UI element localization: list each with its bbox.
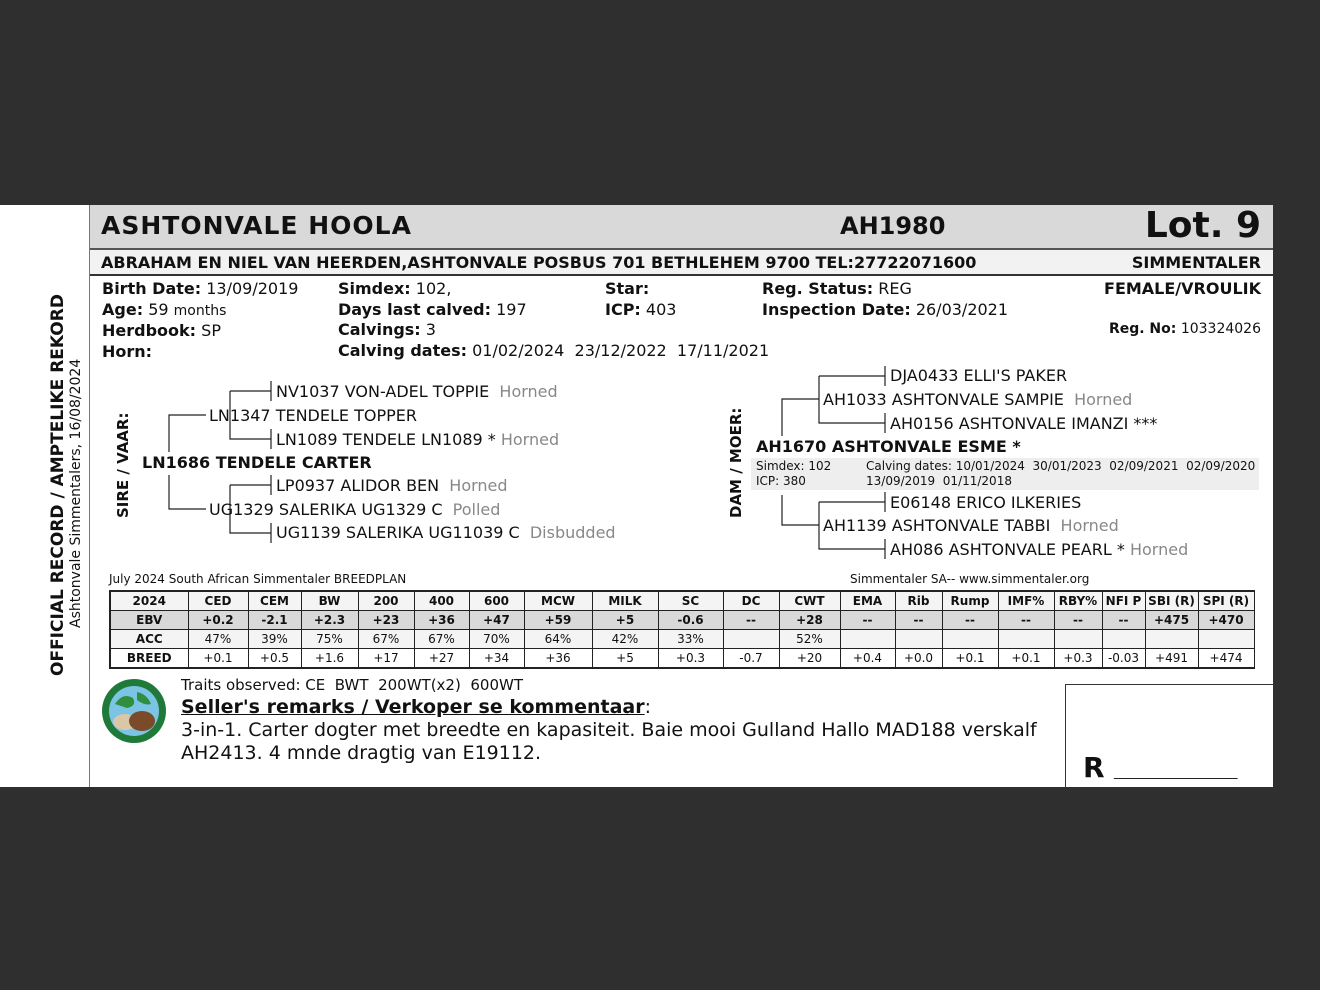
ebv-cell <box>1198 630 1254 649</box>
dam-sire-dam[interactable]: AH0156 ASHTONVALE IMANZI *** <box>890 414 1158 433</box>
ebv-cell <box>998 630 1054 649</box>
ebv-cell: +34 <box>469 649 524 669</box>
ebv-cell: CED <box>188 591 248 611</box>
ebv-cell: DC <box>723 591 779 611</box>
dam-simdex: Simdex: 102 <box>756 459 832 473</box>
ebv-cell: 600 <box>469 591 524 611</box>
ebv-cell: +59 <box>524 611 592 630</box>
ebv-cell: SBI (R) <box>1145 591 1198 611</box>
ebv-table <box>109 590 1255 669</box>
ebv-cell <box>895 630 942 649</box>
dam-name[interactable]: AH1670 ASHTONVALE ESME * <box>756 437 1021 456</box>
label: Horn: <box>102 341 153 361</box>
label: Star: <box>605 279 650 298</box>
label: Days last calved: <box>338 299 492 319</box>
issuer-label: Ashtonvale Simmentalers, 16/08/2024 <box>68 358 84 628</box>
ebv-row <box>110 649 1254 669</box>
remarks-title: Seller's remarks / Verkoper se kommentaar <box>181 696 645 718</box>
ebv-cell: -- <box>1102 611 1145 630</box>
inspection-date: 26/03/2021 <box>915 299 1009 319</box>
dam-dam[interactable] <box>823 516 1119 535</box>
ebv-cell: BREED <box>110 649 188 669</box>
ebv-cell: +20 <box>779 649 840 669</box>
ebv-cell: 400 <box>414 591 469 611</box>
ebv-cell <box>1102 630 1145 649</box>
dam-calving-dates: Calving dates: 10/01/2024 30/01/2023 02/09/2021 02/09/2020 <box>866 459 1256 473</box>
ebv-cell <box>723 630 779 649</box>
horn-note: Horned <box>499 382 558 401</box>
ebv-cell: +475 <box>1145 611 1198 630</box>
ebv-cell: ACC <box>110 630 188 649</box>
ebv-cell: -- <box>840 611 895 630</box>
ebv-cell: -- <box>723 611 779 630</box>
dam-dam-dam[interactable] <box>890 540 1188 559</box>
ebv-cell: EBV <box>110 611 188 630</box>
ebv-cell: 42% <box>592 630 658 649</box>
ebv-cell: SPI (R) <box>1198 591 1254 611</box>
sire-dam-name: UG1329 SALERIKA UG1329 C <box>209 500 443 519</box>
days-last-calved: 197 <box>496 299 527 319</box>
ebv-cell: CWT <box>779 591 840 611</box>
pedigree-name: LP0937 ALIDOR BEN <box>276 476 440 495</box>
ebv-caption: July 2024 South African Simmentaler BREEDPLAN <box>109 572 407 586</box>
colon: : <box>644 696 652 718</box>
ebv-cell <box>942 630 998 649</box>
ebv-cell <box>840 630 895 649</box>
ebv-cell: 64% <box>524 630 592 649</box>
ebv-cell: IMF% <box>998 591 1054 611</box>
label: Inspection Date: <box>762 299 911 319</box>
reg-status: REG <box>878 279 912 298</box>
horn-note: Disbudded <box>529 523 616 542</box>
label: ICP: <box>605 299 641 319</box>
ebv-cell: +470 <box>1198 611 1254 630</box>
dam-icp: ICP: 380 <box>756 474 806 488</box>
ebv-cell: -- <box>998 611 1054 630</box>
remarks-line-1: 3-in-1. Carter dogter met breedte en kapasiteit. Baie mooi Gulland Hallo MAD188 verskalf <box>181 719 1037 741</box>
ebv-cell: -2.1 <box>248 611 301 630</box>
bid-box[interactable] <box>1065 684 1274 788</box>
pedigree-name: LN1089 TENDELE LN1089 * <box>276 430 496 449</box>
horn-note: Polled <box>452 500 501 519</box>
ebv-cell: -- <box>895 611 942 630</box>
ebv-cell: +5 <box>592 611 658 630</box>
label: Reg. No: <box>1108 321 1177 337</box>
herdbook: SP <box>201 321 221 340</box>
pedigree-name: UG1139 SALERIKA UG11039 C <box>276 523 520 542</box>
ebv-cell: NFI P <box>1102 591 1145 611</box>
lot-number: Lot. 9 <box>1144 205 1261 246</box>
ebv-cell: -0.03 <box>1102 649 1145 669</box>
label: Calvings: <box>338 320 421 339</box>
ebv-cell: +0.3 <box>1054 649 1102 669</box>
ebv-cell: +47 <box>469 611 524 630</box>
dam-sire-sire[interactable]: DJA0433 ELLI'S PAKER <box>890 366 1068 385</box>
sire-dam[interactable] <box>209 500 500 519</box>
dam-label: DAM / MOER: <box>727 407 745 518</box>
horn-note: Horned <box>1074 390 1133 409</box>
ebv-cell: +1.6 <box>301 649 358 669</box>
ebv-cell: +0.0 <box>895 649 942 669</box>
ebv-cell: Rump <box>942 591 998 611</box>
ebv-cell <box>1145 630 1198 649</box>
ebv-cell: 67% <box>358 630 414 649</box>
ebv-cell: 75% <box>301 630 358 649</box>
official-record-label: OFFICIAL RECORD / AMPTELIKE REKORD <box>48 294 68 676</box>
ebv-cell: +0.1 <box>188 649 248 669</box>
ebv-cell: -- <box>942 611 998 630</box>
ebv-cell: +17 <box>358 649 414 669</box>
ebv-cell: CEM <box>248 591 301 611</box>
horn-note: Horned <box>449 476 508 495</box>
ebv-cell: +491 <box>1145 649 1198 669</box>
dam-calving-dates-cont: 13/09/2019 01/11/2018 <box>866 474 1012 488</box>
ebv-cell: -0.6 <box>658 611 723 630</box>
lot-card <box>89 205 1273 787</box>
owner-line: ABRAHAM EN NIEL VAN HEERDEN,ASHTONVALE POSBUS 701 BETHLEHEM 9700 TEL:27722071600 <box>101 253 977 272</box>
horn-note: Horned <box>1060 516 1119 535</box>
ebv-cell: 33% <box>658 630 723 649</box>
ebv-cell: +28 <box>779 611 840 630</box>
pedigree-name: AH1033 ASHTONVALE SAMPIE <box>823 390 1064 409</box>
ebv-cell: +2.3 <box>301 611 358 630</box>
ebv-cell: +23 <box>358 611 414 630</box>
sire-sire-sire[interactable] <box>276 382 558 401</box>
ebv-cell: 67% <box>414 630 469 649</box>
ebv-cell: BW <box>301 591 358 611</box>
label: Reg. Status: <box>762 279 874 298</box>
sire-sire-dam[interactable] <box>276 430 559 449</box>
ebv-cell: +474 <box>1198 649 1254 669</box>
sex: FEMALE/VROULIK <box>1104 279 1261 298</box>
ebv-cell: Rib <box>895 591 942 611</box>
calvings: 3 <box>425 320 436 339</box>
ebv-cell: 39% <box>248 630 301 649</box>
ebv-cell: +0.4 <box>840 649 895 669</box>
label: Age: <box>102 299 144 319</box>
horn-note: Horned <box>500 430 560 449</box>
ebv-cell <box>1054 630 1102 649</box>
horn-note: Horned <box>1129 540 1189 559</box>
ebv-cell: RBY% <box>1054 591 1102 611</box>
bid-line[interactable]: ___________________ <box>1114 765 1238 780</box>
icp: 403 <box>645 299 677 319</box>
remarks-line-2: AH2413. 4 mnde dragtig van E19112. <box>181 742 542 764</box>
sire-sire[interactable]: LN1347 TENDELE TOPPER <box>209 406 417 425</box>
ebv-cell: -0.7 <box>723 649 779 669</box>
pedigree-name: AH1139 ASHTONVALE TABBI <box>823 516 1051 535</box>
pedigree-name: AH086 ASHTONVALE PEARL * <box>890 540 1125 559</box>
ebv-cell: 52% <box>779 630 840 649</box>
ebv-row <box>110 611 1254 630</box>
ebv-cell: +36 <box>524 649 592 669</box>
ebv-cell: +0.2 <box>188 611 248 630</box>
traits-observed: Traits observed: CE BWT 200WT(x2) 600WT <box>181 676 523 694</box>
ebv-cell: MILK <box>592 591 658 611</box>
ebv-cell: +5 <box>592 649 658 669</box>
simmentaler-logo <box>101 678 167 744</box>
label: Calving dates: <box>338 340 468 360</box>
ebv-cell: MCW <box>524 591 592 611</box>
ebv-cell: +0.5 <box>248 649 301 669</box>
age: 59 <box>148 299 169 319</box>
pedigree-name: NV1037 VON-ADEL TOPPIE <box>276 382 490 401</box>
label: Herdbook: <box>102 321 197 340</box>
sire-label: SIRE / VAAR: <box>114 412 132 518</box>
ebv-cell: EMA <box>840 591 895 611</box>
ebv-cell: 2024 <box>110 591 188 611</box>
label: Birth Date: <box>102 279 202 298</box>
ebv-row <box>110 630 1254 649</box>
dam-sire[interactable] <box>823 390 1132 409</box>
birth-date: 13/09/2019 <box>206 279 299 298</box>
ebv-cell: SC <box>658 591 723 611</box>
ebv-cell: +0.3 <box>658 649 723 669</box>
sire-name[interactable]: LN1686 TENDELE CARTER <box>142 453 372 472</box>
label: Simdex: <box>338 279 411 298</box>
ebv-cell: +27 <box>414 649 469 669</box>
bid-currency: R <box>1083 751 1105 784</box>
dam-info-box <box>751 458 1259 490</box>
ebv-cell: -- <box>1054 611 1102 630</box>
dam-dam-sire[interactable]: E06148 ERICO ILKERIES <box>890 493 1082 512</box>
reg-no-value: 103324026 <box>1180 321 1261 337</box>
ebv-cell: +0.1 <box>998 649 1054 669</box>
animal-name: ASHTONVALE HOOLA <box>101 211 412 240</box>
sire-dam-dam[interactable] <box>276 523 616 542</box>
sire-dam-sire[interactable] <box>276 476 508 495</box>
remarks-heading <box>181 696 651 718</box>
ebv-row <box>110 591 1254 611</box>
animal-id: AH1980 <box>840 212 946 240</box>
simdex: 102, <box>415 279 452 298</box>
ebv-cell: 70% <box>469 630 524 649</box>
ebv-cell: +0.1 <box>942 649 998 669</box>
ebv-cell: 200 <box>358 591 414 611</box>
calving-dates: 01/02/2024 23/12/2022 17/11/2021 <box>472 340 770 360</box>
ebv-cell: 47% <box>188 630 248 649</box>
ebv-source: Simmentaler SA-- www.simmentaler.org <box>850 572 1090 586</box>
age-unit: months <box>173 302 227 319</box>
ebv-cell: +36 <box>414 611 469 630</box>
breed: SIMMENTALER <box>1131 253 1261 272</box>
